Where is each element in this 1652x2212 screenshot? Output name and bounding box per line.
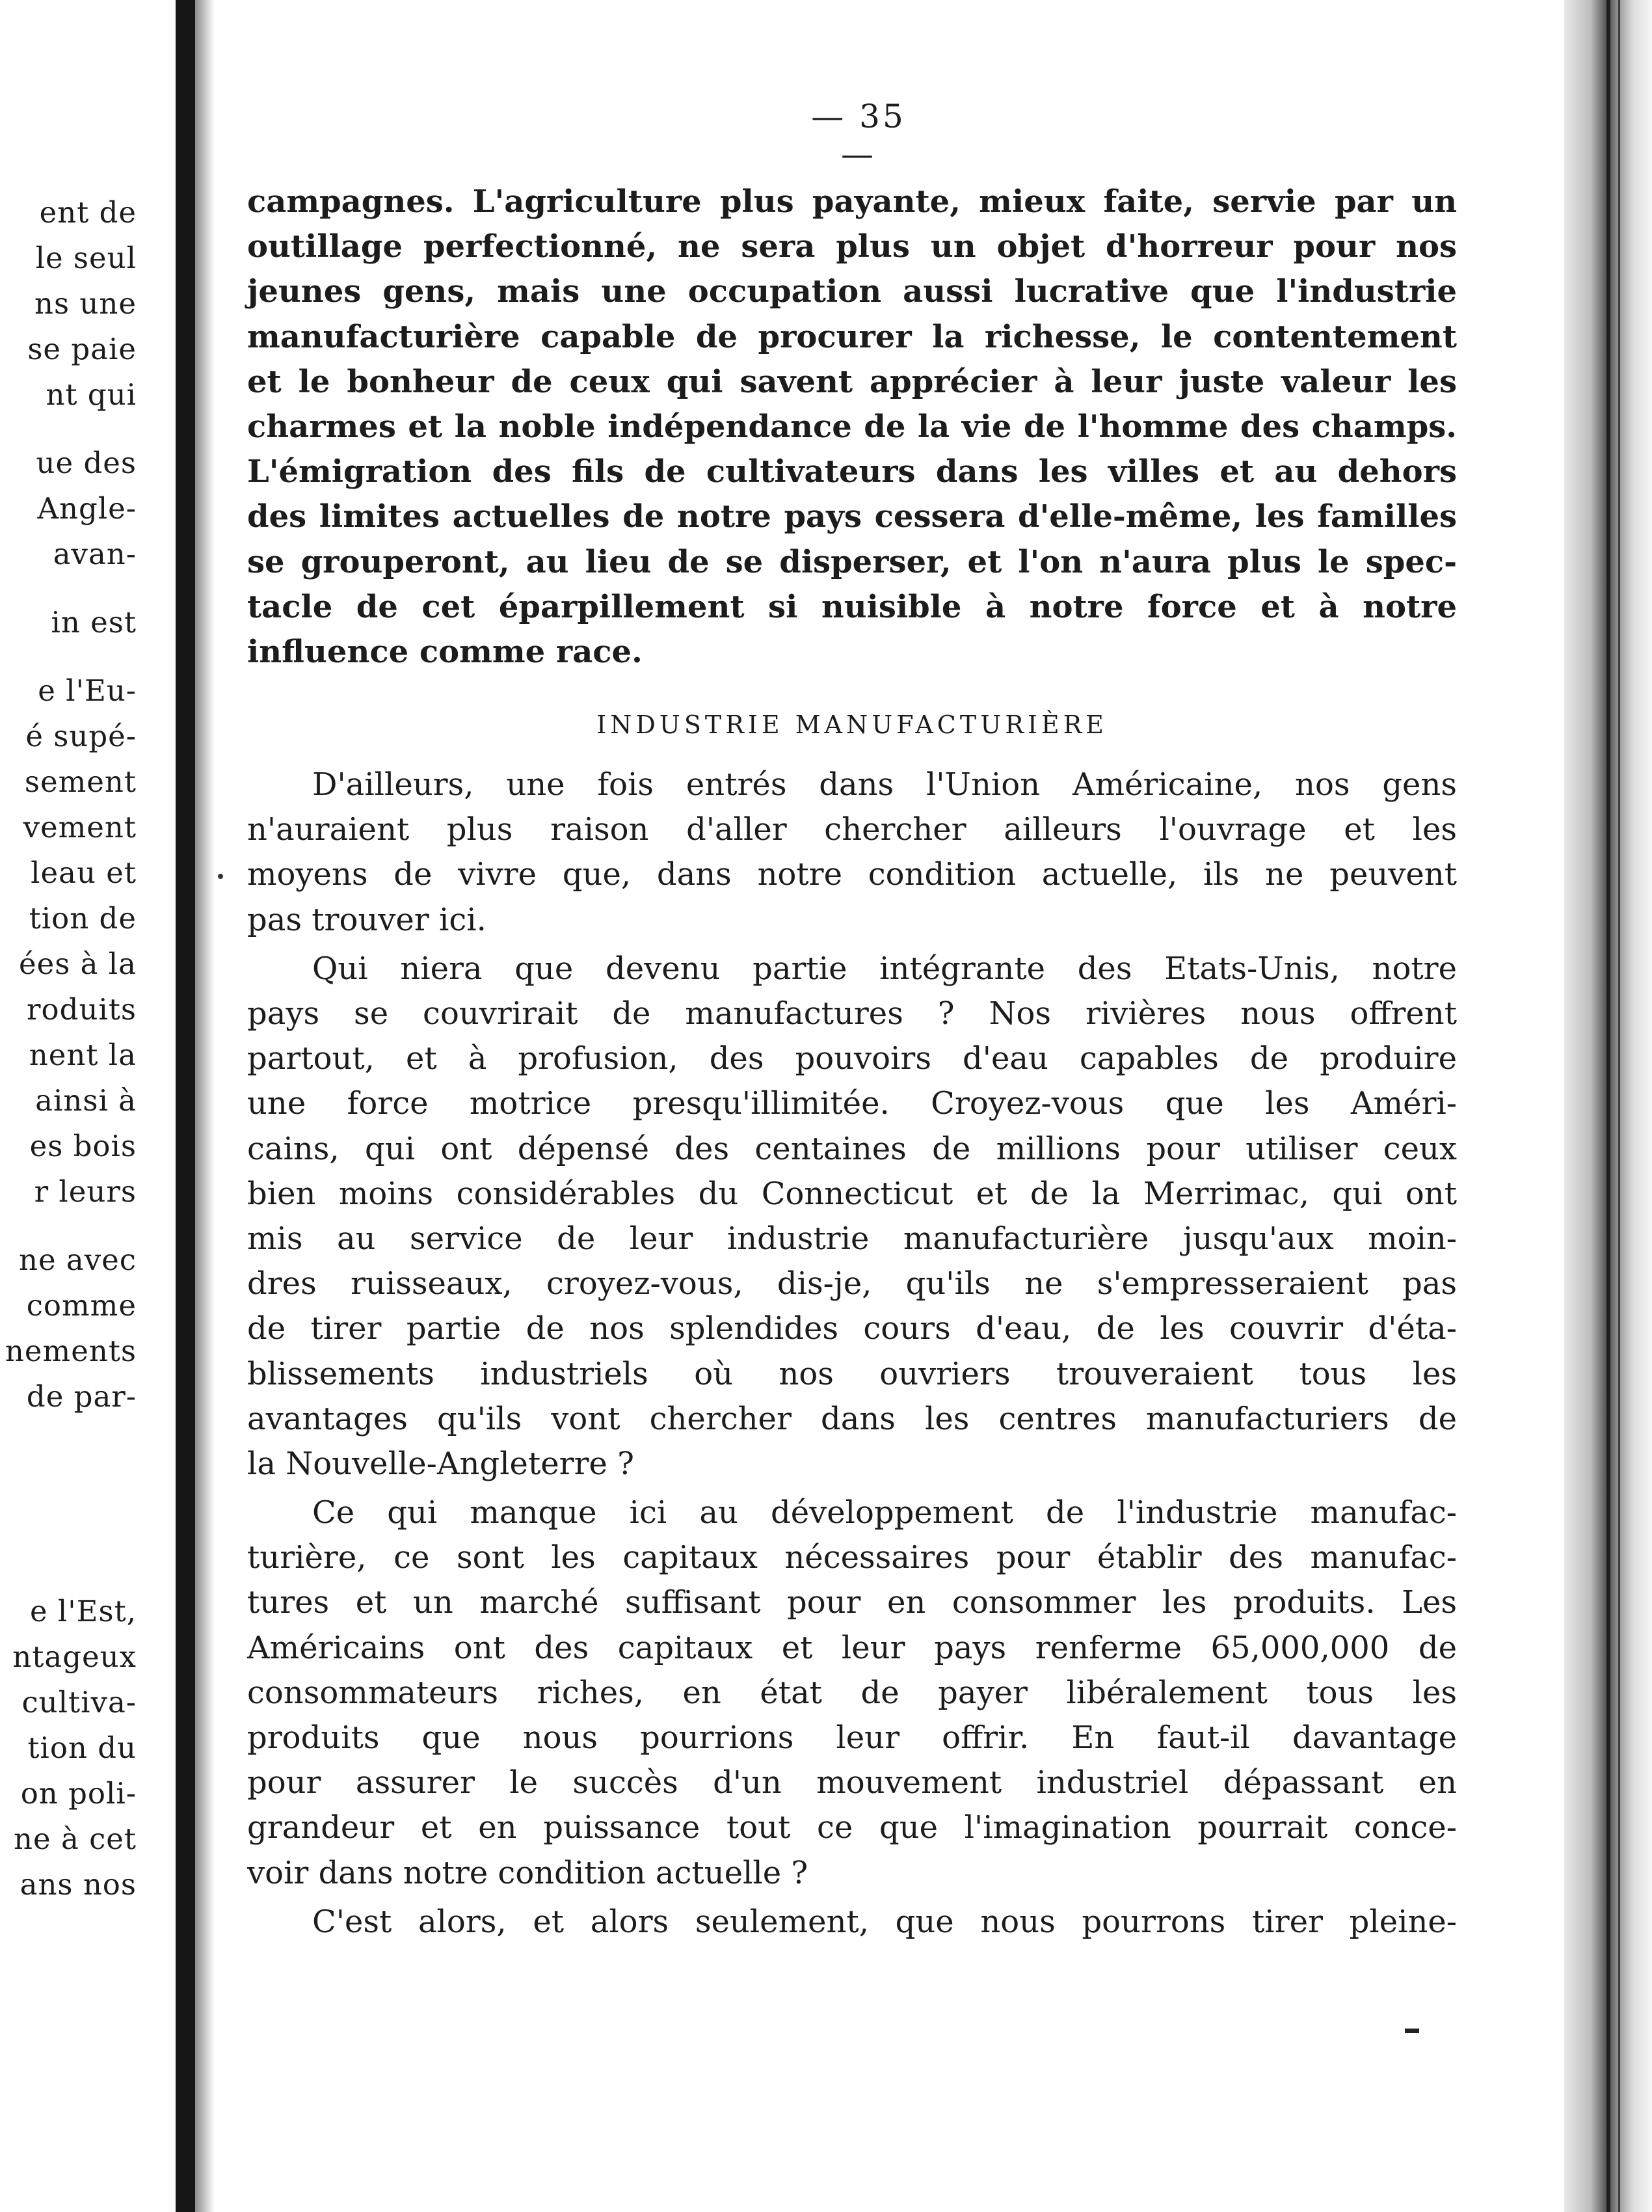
left-fragment-line: in est bbox=[51, 605, 137, 640]
left-fragment-line: nent la bbox=[29, 1038, 137, 1072]
left-fragment-line: nements bbox=[5, 1334, 137, 1368]
left-fragment-line: e l'Est, bbox=[29, 1594, 137, 1628]
left-fragment-line: comme bbox=[26, 1288, 137, 1323]
left-fragment-line: roduits bbox=[27, 992, 137, 1027]
text-line: partout, et à profusion, des pouvoirs d'eau capables de produire bbox=[247, 1040, 1457, 1077]
left-fragment-line: tion de bbox=[29, 901, 137, 936]
left-fragment-line: Angle- bbox=[37, 491, 137, 526]
text-line: pour assurer le succès d'un mouvement industriel dépassant en bbox=[247, 1764, 1457, 1801]
left-fragment-line: e l'Eu- bbox=[38, 673, 137, 708]
left-fragment-line: r leurs bbox=[34, 1174, 137, 1209]
text-line: tacle de cet éparpillement si nuisible à notre force et à notre bbox=[247, 588, 1457, 625]
left-fragment-line: ntageux bbox=[12, 1639, 137, 1674]
left-fragment-line: on poli- bbox=[20, 1776, 137, 1811]
page-number: — 35 — bbox=[811, 98, 906, 173]
left-fragment-line: nt qui bbox=[46, 377, 137, 412]
left-fragment-line: se paie bbox=[27, 332, 137, 366]
text-line: une force motrice presqu'illimitée. Croyez-vous que les Améri- bbox=[247, 1085, 1457, 1122]
section-heading: INDUSTRIE MANUFACTURIÈRE bbox=[596, 710, 1108, 740]
text-line: jeunes gens, mais une occupation aussi lucrative que l'industrie bbox=[247, 273, 1457, 310]
left-fragment-line: ainsi à bbox=[35, 1083, 137, 1118]
paragraph-ce-qui-manque bbox=[247, 1490, 1457, 1896]
text-line: campagnes. L'agriculture plus payante, mieux faite, servie par un bbox=[247, 183, 1457, 220]
text-line: L'émigration des fils de cultivateurs dans les villes et au dehors bbox=[247, 453, 1457, 491]
text-line: Qui niera que devenu partie intégrante des Etats-Unis, notre bbox=[312, 950, 1457, 987]
text-line: grandeur et en puissance tout ce que l'imagination pourrait conce- bbox=[247, 1809, 1457, 1846]
text-line: bien moins considérables du Connecticut et de la Merrimac, qui ont bbox=[247, 1175, 1457, 1212]
text-line: tures et un marché suffisant pour en consommer les produits. Les bbox=[247, 1584, 1457, 1621]
text-line: charmes et la noble indépendance de la vie de l'homme des champs. bbox=[247, 408, 1457, 445]
left-fragment-line: ées à la bbox=[18, 947, 137, 981]
left-fragment-line: ne avec bbox=[18, 1243, 137, 1277]
print-mark bbox=[1405, 2029, 1419, 2033]
left-fragment-line: leau et bbox=[31, 856, 137, 890]
left-fragment-line: de par- bbox=[26, 1379, 137, 1414]
left-fragment-line: avan- bbox=[53, 537, 137, 571]
text-line: blissements industriels où nos ouvriers trouveraient tous les bbox=[247, 1355, 1457, 1392]
text-line: n'auraient plus raison d'aller chercher ailleurs l'ouvrage et les bbox=[247, 811, 1457, 848]
text-line: des limites actuelles de notre pays cessera d'elle-même, les familles bbox=[247, 498, 1457, 535]
text-line: D'ailleurs, une fois entrés dans l'Union Américaine, nos gens bbox=[312, 766, 1457, 803]
text-line: Américains ont des capitaux et leur pays renferme 65,000,000 de bbox=[247, 1629, 1457, 1666]
gutter-shadow bbox=[195, 0, 215, 2212]
text-line: turière, ce sont les capitaux nécessaires pour établir des manufac- bbox=[247, 1539, 1457, 1576]
print-speck bbox=[218, 874, 223, 879]
page-edge-line-secondary bbox=[1618, 0, 1620, 2212]
text-line: voir dans notre condition actuelle ? bbox=[247, 1854, 808, 1891]
text-line: et le bonheur de ceux qui savent apprécier à leur juste valeur les bbox=[247, 363, 1457, 400]
left-fragment-line: ns une bbox=[34, 286, 137, 321]
paragraph-dailleurs bbox=[247, 762, 1457, 943]
text-line: C'est alors, et alors seulement, que nous pourrons tirer pleine- bbox=[312, 1903, 1457, 1940]
text-line: influence comme race. bbox=[247, 633, 643, 670]
left-fragment-line: es bois bbox=[29, 1129, 137, 1163]
page-body bbox=[247, 180, 1457, 1949]
text-line: outillage perfectionné, ne sera plus un objet d'horreur pour nos bbox=[247, 228, 1457, 265]
text-line: de tirer partie de nos splendides cours d'eau, de les couvrir d'éta- bbox=[247, 1310, 1457, 1347]
text-line: Ce qui manque ici au développement de l'industrie manufac- bbox=[312, 1494, 1457, 1531]
paragraph-qui-niera bbox=[247, 947, 1457, 1487]
text-line: avantages qu'ils vont chercher dans les centres manufacturiers de bbox=[247, 1400, 1457, 1437]
left-fragment-line: é supé- bbox=[25, 719, 137, 753]
page-edge-line bbox=[1606, 0, 1610, 2212]
paragraph-cest-alors bbox=[247, 1900, 1457, 1945]
left-fragment-line: ent de bbox=[39, 195, 137, 230]
left-fragment-line: ue des bbox=[36, 446, 137, 480]
text-line: la Nouvelle-Angleterre ? bbox=[247, 1445, 634, 1482]
text-line: pas trouver ici. bbox=[247, 901, 486, 938]
left-page-fragments bbox=[0, 190, 137, 1908]
text-line: consommateurs riches, en état de payer libéralement tous les bbox=[247, 1674, 1457, 1711]
left-fragment-line: cultiva- bbox=[21, 1685, 137, 1720]
text-line: pays se couvrirait de manufactures ? Nos rivières nous offrent bbox=[247, 995, 1457, 1032]
text-line: manufacturière capable de procurer la richesse, le contentement bbox=[247, 318, 1457, 355]
left-fragment-line: vement bbox=[23, 810, 137, 844]
text-line: se grouperont, au lieu de se disperser, et l'on n'aura plus le spec- bbox=[247, 543, 1457, 580]
left-fragment-line: tion du bbox=[27, 1731, 137, 1765]
left-fragment-line: ans nos bbox=[20, 1867, 137, 1902]
left-fragment-line: sement bbox=[24, 764, 137, 799]
left-fragment-line: ne à cet bbox=[14, 1822, 137, 1856]
text-line: produits que nous pourrions leur offrir. En faut-il davantage bbox=[247, 1720, 1457, 1756]
left-fragment-line: le seul bbox=[35, 241, 137, 275]
text-line: mis au service de leur industrie manufacturière jusqu'aux moin- bbox=[247, 1220, 1457, 1257]
text-line: moyens de vivre que, dans notre condition actuelle, ils ne peuvent bbox=[247, 856, 1457, 893]
book-gutter bbox=[176, 0, 195, 2212]
text-line: cains, qui ont dépensé des centaines de millions pour utiliser ceux bbox=[247, 1130, 1457, 1167]
text-line: dres ruisseaux, croyez-vous, dis-je, qu'ils ne s'empresseraient pas bbox=[247, 1265, 1457, 1302]
paragraph-campagnes bbox=[247, 180, 1457, 675]
